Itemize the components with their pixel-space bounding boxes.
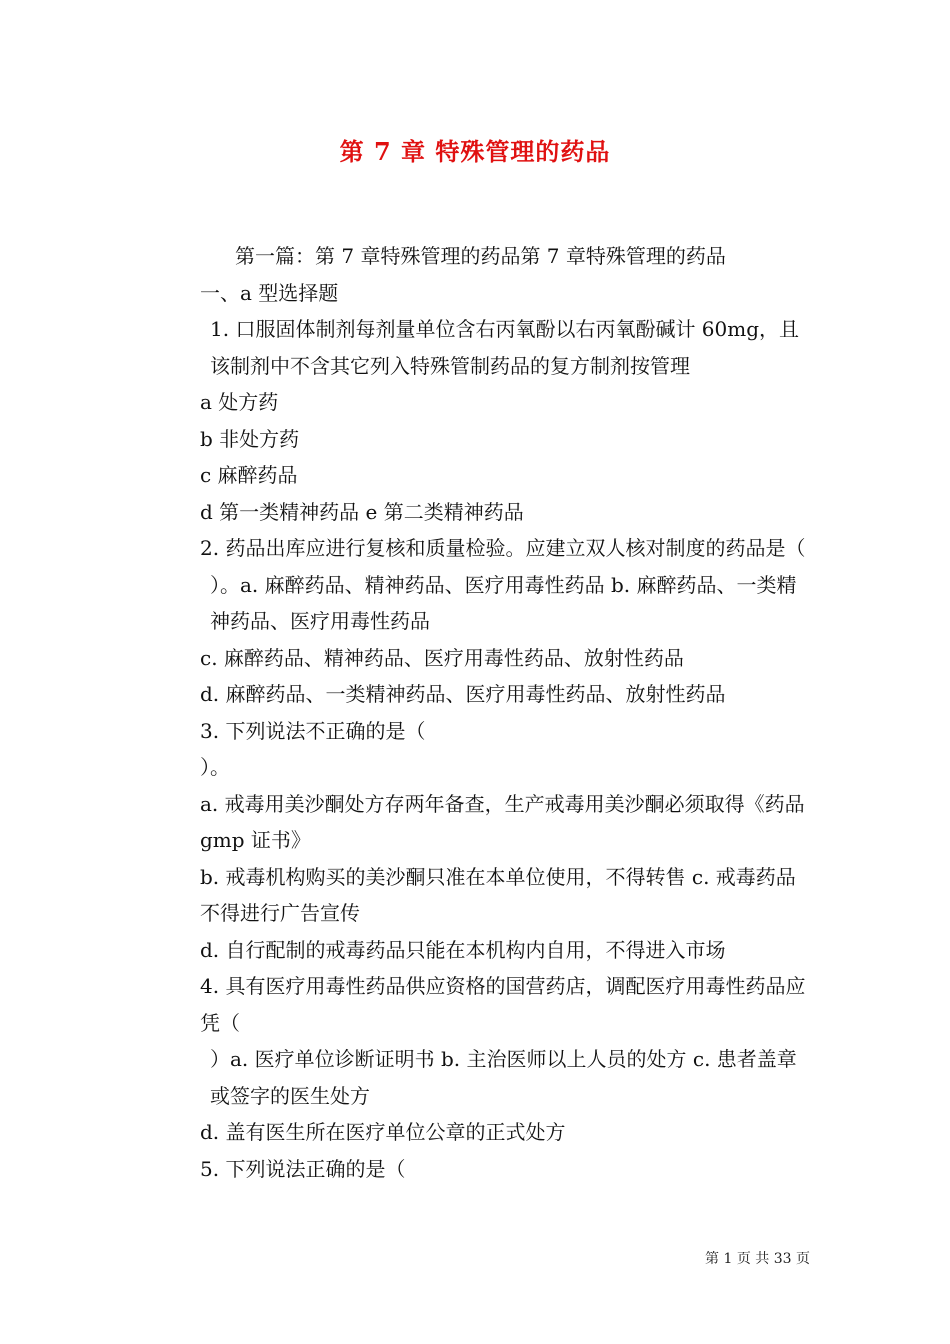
paragraph: d. 盖有医生所在医疗单位公章的正式处方 — [200, 1120, 566, 1144]
document-body — [145, 238, 810, 1187]
paragraph: 1. 口服固体制剂每剂量单位含右丙氧酚以右丙氧酚碱计 60mg，且该制剂中不含其它列入特殊管制药品的复方制剂按管理 — [210, 317, 800, 378]
paragraph: ）。 — [200, 755, 230, 779]
paragraph: 一、a 型选择题 — [200, 280, 339, 305]
paragraph: 3. 下列说法不正确的是（ — [200, 718, 426, 743]
document-title: 第 7 章 特殊管理的药品 — [339, 137, 611, 166]
paragraph: ）。a. 麻醉药品、精神药品、医疗用毒性药品 b. 麻醉药品、一类精神药品、医疗用毒性药品 — [210, 572, 797, 633]
paragraph: a 处方药 — [200, 390, 279, 414]
paragraph: b 非处方药 — [200, 426, 300, 451]
paragraph: d 第一类精神药品 e 第二类精神药品 — [200, 499, 524, 524]
paragraph: d. 麻醉药品、一类精神药品、医疗用毒性药品、放射性药品 — [200, 682, 726, 706]
paragraph: 2. 药品出库应进行复核和质量检验。应建立双人核对制度的药品是（ — [200, 536, 806, 560]
paragraph: a. 戒毒用美沙酮处方存两年备查，生产戒毒用美沙酮必须取得《药品 gmp 证书》 — [200, 791, 805, 852]
paragraph: c. 麻醉药品、精神药品、医疗用毒性药品、放射性药品 — [200, 645, 684, 670]
paragraph: ）a. 医疗单位诊断证明书 b. 主治医师以上人员的处方 c. 患者盖章或签字的医生处方 — [210, 1047, 797, 1108]
paragraph: c 麻醉药品 — [200, 463, 298, 487]
paragraph: 4. 具有医疗用毒性药品供应资格的国营药店，调配医疗用毒性药品应凭（ — [200, 974, 806, 1035]
page-number: 第 1 页 共 33 页 — [705, 1251, 810, 1267]
paragraph: d. 自行配制的戒毒药品只能在本机构内自用，不得进入市场 — [200, 937, 726, 962]
paragraph: b. 戒毒机构购买的美沙酮只准在本单位使用，不得转售 c. 戒毒药品不得进行广告宣传 — [200, 864, 796, 925]
paragraph: 5. 下列说法正确的是（ — [200, 1156, 406, 1181]
paragraph: 第一篇：第 7 章特殊管理的药品第 7 章特殊管理的药品 — [235, 244, 726, 268]
